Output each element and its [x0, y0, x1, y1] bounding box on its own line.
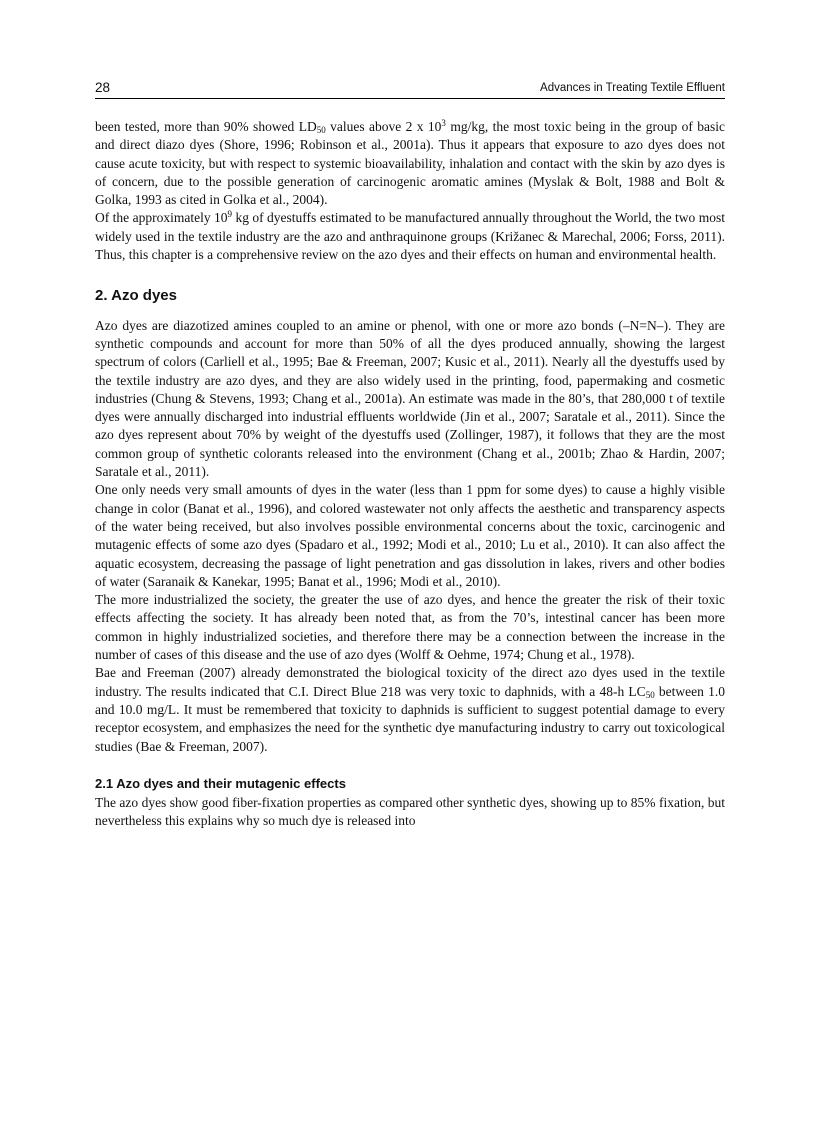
section-heading-azo-dyes: 2. Azo dyes	[95, 287, 177, 305]
superscript-text: 9	[227, 209, 233, 220]
azo-dyes-paragraph-3: The more industrialized the society, the greater the use of azo dyes, and hence the greater the risk of their toxic effects affecting the society. It has already been noted that, as from the 70’s, intestinal cancer has been more common in highly industrialized societies, and therefore there may be a connection between the increase in the number of cases of this disease and the use of azo dyes (Wolff & Oehme, 1974; Chung et al., 1978).	[95, 592, 725, 663]
running-title: Advances in Treating Textile Effluent	[540, 82, 725, 94]
page-body	[95, 118, 725, 831]
intro-paragraph-1: been tested, more than 90% showed $LD_{50}$ values above 2 x $10^3$ mg/kg, the most toxic being in the group of basic and direct diazo dyes (Shore, 1996; Robinson et al., 2001a). Thus it appears that exposure to azo dyes does not cause acute toxicity, but with respect to systemic bioavailability, inhalation and contact with the skin by azo dyes is of concern, due to the possible generation of carcinogenic aromatic amines (Myslak & Bolt, 1988 and Bolt & Golka, 1993 as cited in Golka et al., 2004).	[95, 118, 725, 208]
azo-dyes-paragraph-1: Azo dyes are diazotized amines coupled to an amine or phenol, with one or more azo bonds (–N=N–). They are synthetic compounds and account for more than 50% of all the dyes produced annually, showing the largest spectrum of colors (Carliell et al., 1995; Bae & Freeman, 2007; Kusic et al., 2011). Nearly all the dyestuffs used by the textile industry are azo dyes, and they are also widely used in the printing, food, papermaking and cosmetic industries (Chung & Stevens, 1993; Chang et al., 2001a). An estimate was made in the 80’s, that 280,000 t of textile dyes were annually discharged into industrial effluents worldwide (Jin et al., 2007; Saratale et al., 2011). Since the azo dyes represent about 70% by weight of the dyestuffs used (Zollinger, 1987), it follows that they are the most common group of synthetic colorants released into the environment (Chang et al., 2001b; Zhao & Hardin, 2007; Saratale et al., 2011).	[95, 317, 725, 480]
page-number: 28	[95, 80, 111, 95]
subscript-text: 50	[316, 125, 326, 135]
azo-dyes-paragraph-4: Bae and Freeman (2007) already demonstrated the biological toxicity of the direct azo dyes used in the textile industry. The results indicated that C.I. Direct Blue 218 was very toxic to daphnids, with a 48-h $LC_{50}$ between 1.0 and 10.0 mg/L. It must be remembered that toxicity to daphnids is sufficient to suggest potential damage to every receptor ecosystem, and emphasizes the need for the synthetic dye manufacturing industry to carry out toxicological studies (Bae & Freeman, 2007).	[95, 665, 725, 754]
subsection-heading-mutagenic-effects: 2.1 Azo dyes and their mutagenic effects	[95, 775, 346, 791]
intro-paragraph-2: Of the approximately $10^9$ kg of dyestuffs estimated to be manufactured annually throughout the World, the two most widely used in the textile industry are the azo and anthraquinone groups (Križanec & Marechal, 2006; Forss, 2011). Thus, this chapter is a comprehensive review on the azo dyes and their effects on human and environmental health.	[95, 209, 725, 263]
mutagenic-effects-paragraph-1: The azo dyes show good fiber-fixation properties as compared other synthetic dyes, showing up to 85% fixation, but nevertheless this explains why so much dye is released into	[95, 795, 725, 829]
superscript-text: 3	[441, 118, 446, 128]
subscript-text: 50	[645, 689, 655, 700]
page-header	[95, 80, 725, 99]
azo-dyes-paragraph-2: One only needs very small amounts of dyes in the water (less than 1 ppm for some dyes) to cause a highly visible change in color (Banat et al., 1996), and colored wastewater not only affects the aesthetic and transparency aspects of the water being received, but also involves possible environmental concerns about the toxic, carcinogenic and mutagenic effects of some azo dyes (Spadaro et al., 1992; Modi et al., 2010; Lu et al., 2010). It can also affect the aquatic ecosystem, decreasing the passage of light penetration and gas dissolution in lakes, rivers and other bodies of water (Saranaik & Kanekar, 1995; Banat et al., 1996; Modi et al., 2010).	[95, 482, 725, 589]
